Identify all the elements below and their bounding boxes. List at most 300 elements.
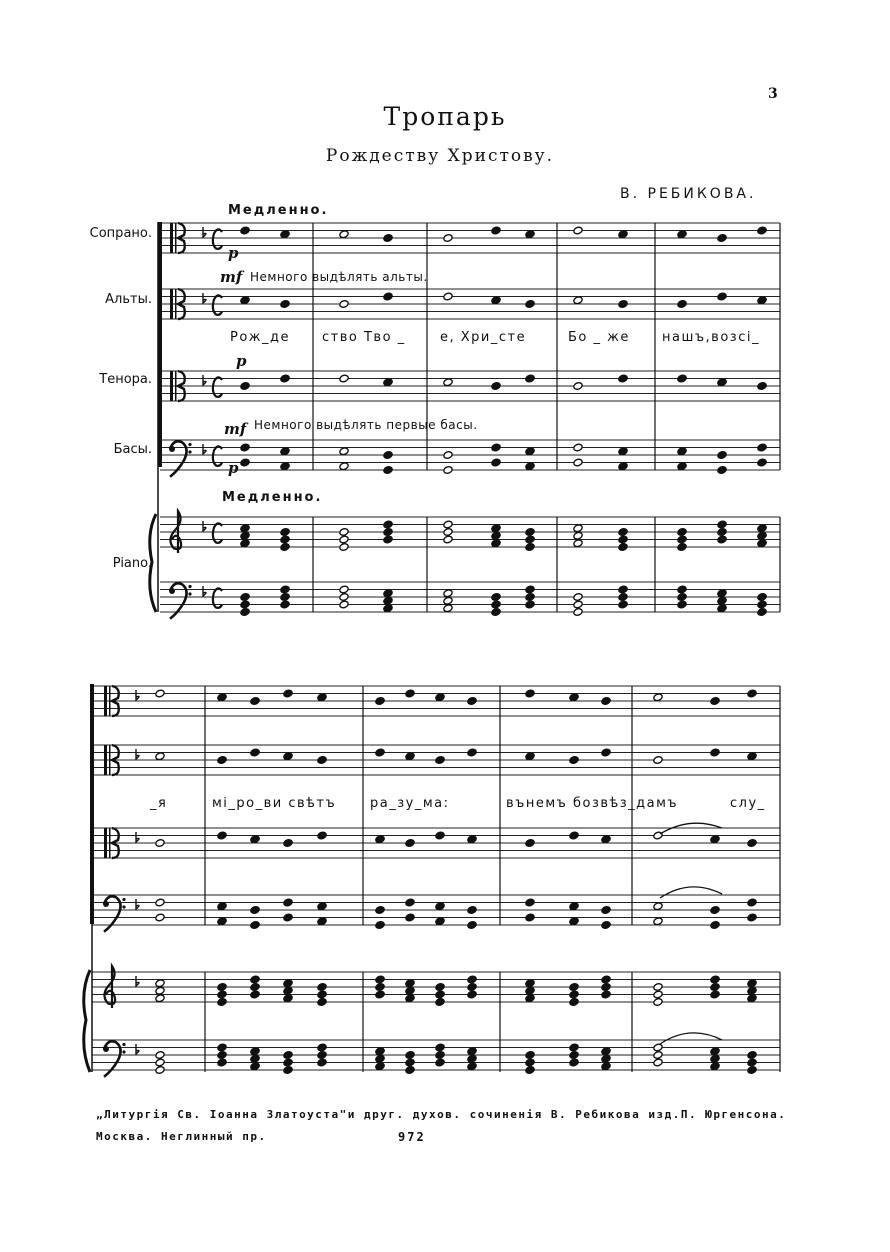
- note-head: [573, 382, 583, 391]
- note-head: [383, 451, 393, 460]
- flat-key-signature: [203, 227, 206, 237]
- note-head: [717, 234, 727, 243]
- note-head: [747, 1058, 757, 1067]
- note-head: [375, 697, 385, 706]
- note-head: [280, 374, 290, 383]
- note-head: [491, 382, 501, 391]
- note-head: [339, 585, 349, 594]
- note-head: [435, 1051, 445, 1060]
- note-head: [525, 689, 535, 698]
- note-head: [240, 524, 250, 533]
- note-head: [525, 986, 535, 995]
- note-head: [240, 600, 250, 609]
- note-head: [710, 983, 720, 992]
- note-head: [747, 689, 757, 698]
- note-head: [383, 292, 393, 301]
- note-head: [250, 975, 260, 984]
- note-head: [757, 600, 767, 609]
- page-number: 3: [768, 86, 778, 102]
- note-head: [375, 906, 385, 915]
- note-head: [677, 528, 687, 537]
- flat-key-signature: [203, 293, 206, 303]
- note-head: [383, 520, 393, 529]
- note-head: [383, 535, 393, 544]
- slur: [660, 1033, 722, 1044]
- note-head: [618, 593, 628, 602]
- note-head: [618, 585, 628, 594]
- note-head: [618, 543, 628, 552]
- part-name-tenor: Тенора.: [99, 372, 152, 387]
- note-head: [339, 462, 349, 471]
- note-head: [155, 839, 165, 848]
- note-head: [283, 752, 293, 761]
- note-head: [467, 1062, 477, 1071]
- note-head: [283, 994, 293, 1003]
- note-head: [757, 382, 767, 391]
- note-head: [443, 378, 453, 387]
- note-head: [573, 226, 583, 235]
- note-head: [747, 1066, 757, 1075]
- bass-clef: [103, 1046, 109, 1052]
- note-head: [717, 451, 727, 460]
- note-head: [283, 979, 293, 988]
- note-head: [573, 593, 583, 602]
- note-head: [491, 226, 501, 235]
- c-clef: [170, 289, 173, 319]
- note-head: [250, 1054, 260, 1063]
- note-head: [653, 756, 663, 765]
- note-head: [747, 979, 757, 988]
- note-head: [569, 693, 579, 702]
- note-head: [405, 839, 415, 848]
- note-head: [467, 835, 477, 844]
- note-head: [747, 898, 757, 907]
- note-head: [155, 1051, 165, 1060]
- bass-clef: [103, 901, 109, 907]
- lyric-syllable: мі_ро_ви свѣтъ: [212, 796, 337, 811]
- note-head: [435, 990, 445, 999]
- note-head: [240, 531, 250, 540]
- note-head: [435, 831, 445, 840]
- note-head: [491, 531, 501, 540]
- note-head: [653, 693, 663, 702]
- note-head: [240, 382, 250, 391]
- note-head: [155, 752, 165, 761]
- note-head: [405, 994, 415, 1003]
- note-head: [317, 756, 327, 765]
- note-head: [569, 756, 579, 765]
- composer-name: В. РЕБИКОВА.: [620, 186, 757, 202]
- note-head: [339, 528, 349, 537]
- note-head: [240, 296, 250, 305]
- note-head: [653, 998, 663, 1007]
- note-head: [618, 528, 628, 537]
- note-head: [491, 600, 501, 609]
- note-head: [618, 374, 628, 383]
- note-head: [573, 608, 583, 617]
- c-clef: [170, 371, 173, 401]
- note-head: [569, 1058, 579, 1067]
- note-head: [250, 906, 260, 915]
- note-head: [435, 1058, 445, 1067]
- plate-number: 972: [398, 1130, 426, 1144]
- note-head: [217, 990, 227, 999]
- note-head: [618, 535, 628, 544]
- note-head: [573, 458, 583, 467]
- lyric-syllable: ство Тво _: [322, 330, 406, 345]
- note-head: [525, 447, 535, 456]
- dynamic-alto: mf: [220, 268, 243, 286]
- note-head: [155, 689, 165, 698]
- note-head: [405, 913, 415, 922]
- note-head: [317, 990, 327, 999]
- note-head: [217, 917, 227, 926]
- note-head: [283, 1066, 293, 1075]
- note-head: [491, 593, 501, 602]
- note-head: [375, 1047, 385, 1056]
- tempo-marking-choir: Медленно.: [228, 203, 329, 218]
- note-head: [339, 447, 349, 456]
- note-head: [569, 1043, 579, 1052]
- note-head: [491, 296, 501, 305]
- note-head: [757, 296, 767, 305]
- note-head: [601, 921, 611, 930]
- note-head: [280, 447, 290, 456]
- note-head: [317, 998, 327, 1007]
- note-head: [375, 1054, 385, 1063]
- note-head: [317, 1058, 327, 1067]
- note-head: [757, 531, 767, 540]
- note-head: [677, 462, 687, 471]
- note-head: [618, 462, 628, 471]
- note-head: [383, 604, 393, 613]
- note-head: [601, 697, 611, 706]
- note-head: [217, 998, 227, 1007]
- bass-clef: [122, 1050, 125, 1053]
- note-head: [375, 975, 385, 984]
- note-head: [525, 600, 535, 609]
- note-head: [217, 902, 227, 911]
- bass-clef: [122, 1043, 125, 1046]
- note-head: [717, 466, 727, 475]
- c-clef: [104, 745, 107, 775]
- note-head: [155, 994, 165, 1003]
- note-head: [155, 1066, 165, 1075]
- note-head: [155, 913, 165, 922]
- note-head: [317, 917, 327, 926]
- note-head: [491, 608, 501, 617]
- note-head: [375, 983, 385, 992]
- dynamic-tenor: p: [236, 352, 247, 370]
- lyric-syllable: Бо _ же: [568, 330, 630, 345]
- note-head: [467, 1047, 477, 1056]
- note-head: [653, 1051, 663, 1060]
- note-head: [443, 451, 453, 460]
- note-head: [339, 593, 349, 602]
- note-head: [280, 300, 290, 309]
- note-head: [525, 1058, 535, 1067]
- note-head: [677, 447, 687, 456]
- note-head: [757, 226, 767, 235]
- c-clef: [170, 223, 173, 253]
- note-head: [283, 1058, 293, 1067]
- note-head: [375, 1062, 385, 1071]
- note-head: [283, 913, 293, 922]
- note-head: [525, 462, 535, 471]
- note-head: [677, 535, 687, 544]
- note-head: [283, 986, 293, 995]
- note-head: [435, 983, 445, 992]
- flat-key-signature: [203, 521, 206, 531]
- note-head: [747, 839, 757, 848]
- note-head: [677, 374, 687, 383]
- note-head: [757, 458, 767, 467]
- note-head: [443, 589, 453, 598]
- note-head: [405, 689, 415, 698]
- note-head: [525, 979, 535, 988]
- note-head: [525, 1051, 535, 1060]
- tempo-marking-piano: Медленно.: [222, 490, 323, 505]
- note-head: [710, 1062, 720, 1071]
- part-name-bass: Басы.: [113, 442, 152, 457]
- note-head: [443, 234, 453, 243]
- note-head: [405, 1051, 415, 1060]
- note-head: [569, 983, 579, 992]
- note-head: [717, 520, 727, 529]
- note-head: [217, 1043, 227, 1052]
- flat-key-signature: [136, 832, 139, 842]
- note-head: [375, 835, 385, 844]
- note-head: [757, 539, 767, 548]
- note-head: [747, 994, 757, 1003]
- note-head: [155, 898, 165, 907]
- flat-key-signature: [203, 375, 206, 385]
- note-head: [280, 535, 290, 544]
- note-head: [467, 983, 477, 992]
- dynamic-soprano: p: [228, 244, 239, 262]
- note-head: [601, 835, 611, 844]
- note-head: [283, 689, 293, 698]
- note-head: [569, 1051, 579, 1060]
- note-head: [677, 600, 687, 609]
- bass-clef: [169, 588, 175, 594]
- flat-key-signature: [136, 976, 139, 986]
- note-head: [653, 983, 663, 992]
- lyric-syllable: е, Хри_сте: [440, 330, 527, 345]
- note-head: [618, 300, 628, 309]
- note-head: [677, 585, 687, 594]
- page-title: Тропарь: [383, 102, 507, 131]
- lyric-syllable: вънемъ бозвѣз_дамъ: [506, 796, 679, 811]
- note-head: [569, 831, 579, 840]
- note-head: [569, 902, 579, 911]
- note-head: [443, 292, 453, 301]
- note-head: [283, 839, 293, 848]
- note-head: [339, 374, 349, 383]
- publisher-address: Москва. Неглинный пр.: [96, 1130, 267, 1143]
- note-head: [747, 913, 757, 922]
- note-head: [525, 585, 535, 594]
- note-head: [443, 535, 453, 544]
- note-head: [525, 528, 535, 537]
- note-head: [653, 1043, 663, 1052]
- note-head: [525, 300, 535, 309]
- expression-bass: Немного выдѣлять первые басы.: [254, 418, 478, 432]
- note-head: [601, 983, 611, 992]
- note-head: [677, 593, 687, 602]
- note-head: [443, 528, 453, 537]
- bass-clef: [188, 585, 191, 588]
- note-head: [710, 921, 720, 930]
- note-head: [435, 756, 445, 765]
- note-head: [240, 458, 250, 467]
- note-head: [443, 466, 453, 475]
- note-head: [280, 528, 290, 537]
- lyric-syllable: _я: [150, 796, 168, 811]
- note-head: [677, 230, 687, 239]
- note-head: [467, 975, 477, 984]
- note-head: [569, 917, 579, 926]
- note-head: [618, 230, 628, 239]
- note-head: [525, 994, 535, 1003]
- note-head: [339, 300, 349, 309]
- note-head: [405, 1058, 415, 1067]
- note-head: [747, 1051, 757, 1060]
- note-head: [573, 524, 583, 533]
- note-head: [339, 543, 349, 552]
- note-head: [525, 898, 535, 907]
- piano-brace: [150, 514, 156, 612]
- note-head: [155, 986, 165, 995]
- part-name-alto: Альты.: [105, 292, 152, 307]
- note-head: [250, 835, 260, 844]
- note-head: [491, 539, 501, 548]
- note-head: [467, 921, 477, 930]
- c-clef: [104, 828, 107, 858]
- note-head: [618, 447, 628, 456]
- bass-clef: [188, 450, 191, 453]
- note-head: [573, 531, 583, 540]
- note-head: [375, 748, 385, 757]
- note-head: [250, 1062, 260, 1071]
- note-head: [383, 528, 393, 537]
- note-head: [405, 1066, 415, 1075]
- note-head: [339, 600, 349, 609]
- note-head: [525, 839, 535, 848]
- bass-clef: [122, 905, 125, 908]
- bass-clef: [188, 592, 191, 595]
- note-head: [573, 539, 583, 548]
- note-head: [653, 917, 663, 926]
- note-head: [525, 374, 535, 383]
- note-head: [710, 990, 720, 999]
- note-head: [467, 990, 477, 999]
- note-head: [443, 596, 453, 605]
- note-head: [710, 835, 720, 844]
- note-head: [443, 604, 453, 613]
- note-head: [250, 990, 260, 999]
- note-head: [339, 535, 349, 544]
- note-head: [757, 608, 767, 617]
- dynamic-bass-mf: mf: [224, 420, 247, 438]
- note-head: [383, 589, 393, 598]
- lyric-syllable: ра_зу_ма:: [370, 796, 450, 811]
- lyric-syllable: нашъ,возсі_: [662, 330, 760, 345]
- note-head: [217, 831, 227, 840]
- note-head: [375, 921, 385, 930]
- note-head: [155, 979, 165, 988]
- note-head: [317, 983, 327, 992]
- note-head: [601, 1054, 611, 1063]
- note-head: [217, 1058, 227, 1067]
- note-head: [280, 230, 290, 239]
- note-head: [250, 983, 260, 992]
- note-head: [317, 1043, 327, 1052]
- note-head: [250, 697, 260, 706]
- note-head: [601, 1062, 611, 1071]
- slur: [660, 887, 722, 898]
- note-head: [240, 608, 250, 617]
- note-head: [525, 535, 535, 544]
- note-head: [717, 604, 727, 613]
- note-head: [155, 1058, 165, 1067]
- note-head: [757, 443, 767, 452]
- note-head: [250, 921, 260, 930]
- note-head: [435, 1043, 445, 1052]
- note-head: [383, 234, 393, 243]
- note-head: [573, 296, 583, 305]
- note-head: [525, 1066, 535, 1075]
- note-head: [747, 752, 757, 761]
- flat-key-signature: [136, 749, 139, 759]
- note-head: [217, 693, 227, 702]
- bass-clef: [188, 443, 191, 446]
- bass-clef: [169, 446, 175, 452]
- note-head: [601, 906, 611, 915]
- note-head: [601, 1047, 611, 1056]
- lyric-syllable: слу_: [730, 796, 766, 811]
- note-head: [747, 986, 757, 995]
- note-head: [317, 693, 327, 702]
- note-head: [383, 378, 393, 387]
- part-name-soprano: Сопрано.: [89, 226, 152, 241]
- piano-brace: [84, 970, 90, 1072]
- publisher-footer: „Литургія Св. Іоанна Златоуста"и друг. духов. сочиненія В. Ребикова изд.П. Юргенсона.: [96, 1108, 787, 1121]
- note-head: [525, 752, 535, 761]
- note-head: [317, 902, 327, 911]
- note-head: [569, 998, 579, 1007]
- note-head: [491, 524, 501, 533]
- note-head: [757, 593, 767, 602]
- note-head: [435, 917, 445, 926]
- note-head: [710, 975, 720, 984]
- flat-key-signature: [203, 586, 206, 596]
- note-head: [710, 906, 720, 915]
- note-head: [317, 831, 327, 840]
- note-head: [710, 1047, 720, 1056]
- note-head: [491, 443, 501, 452]
- note-head: [280, 600, 290, 609]
- note-head: [677, 543, 687, 552]
- note-head: [467, 906, 477, 915]
- bass-clef: [122, 898, 125, 901]
- note-head: [405, 898, 415, 907]
- note-head: [435, 902, 445, 911]
- note-head: [710, 748, 720, 757]
- note-head: [240, 539, 250, 548]
- note-head: [280, 543, 290, 552]
- note-head: [443, 520, 453, 529]
